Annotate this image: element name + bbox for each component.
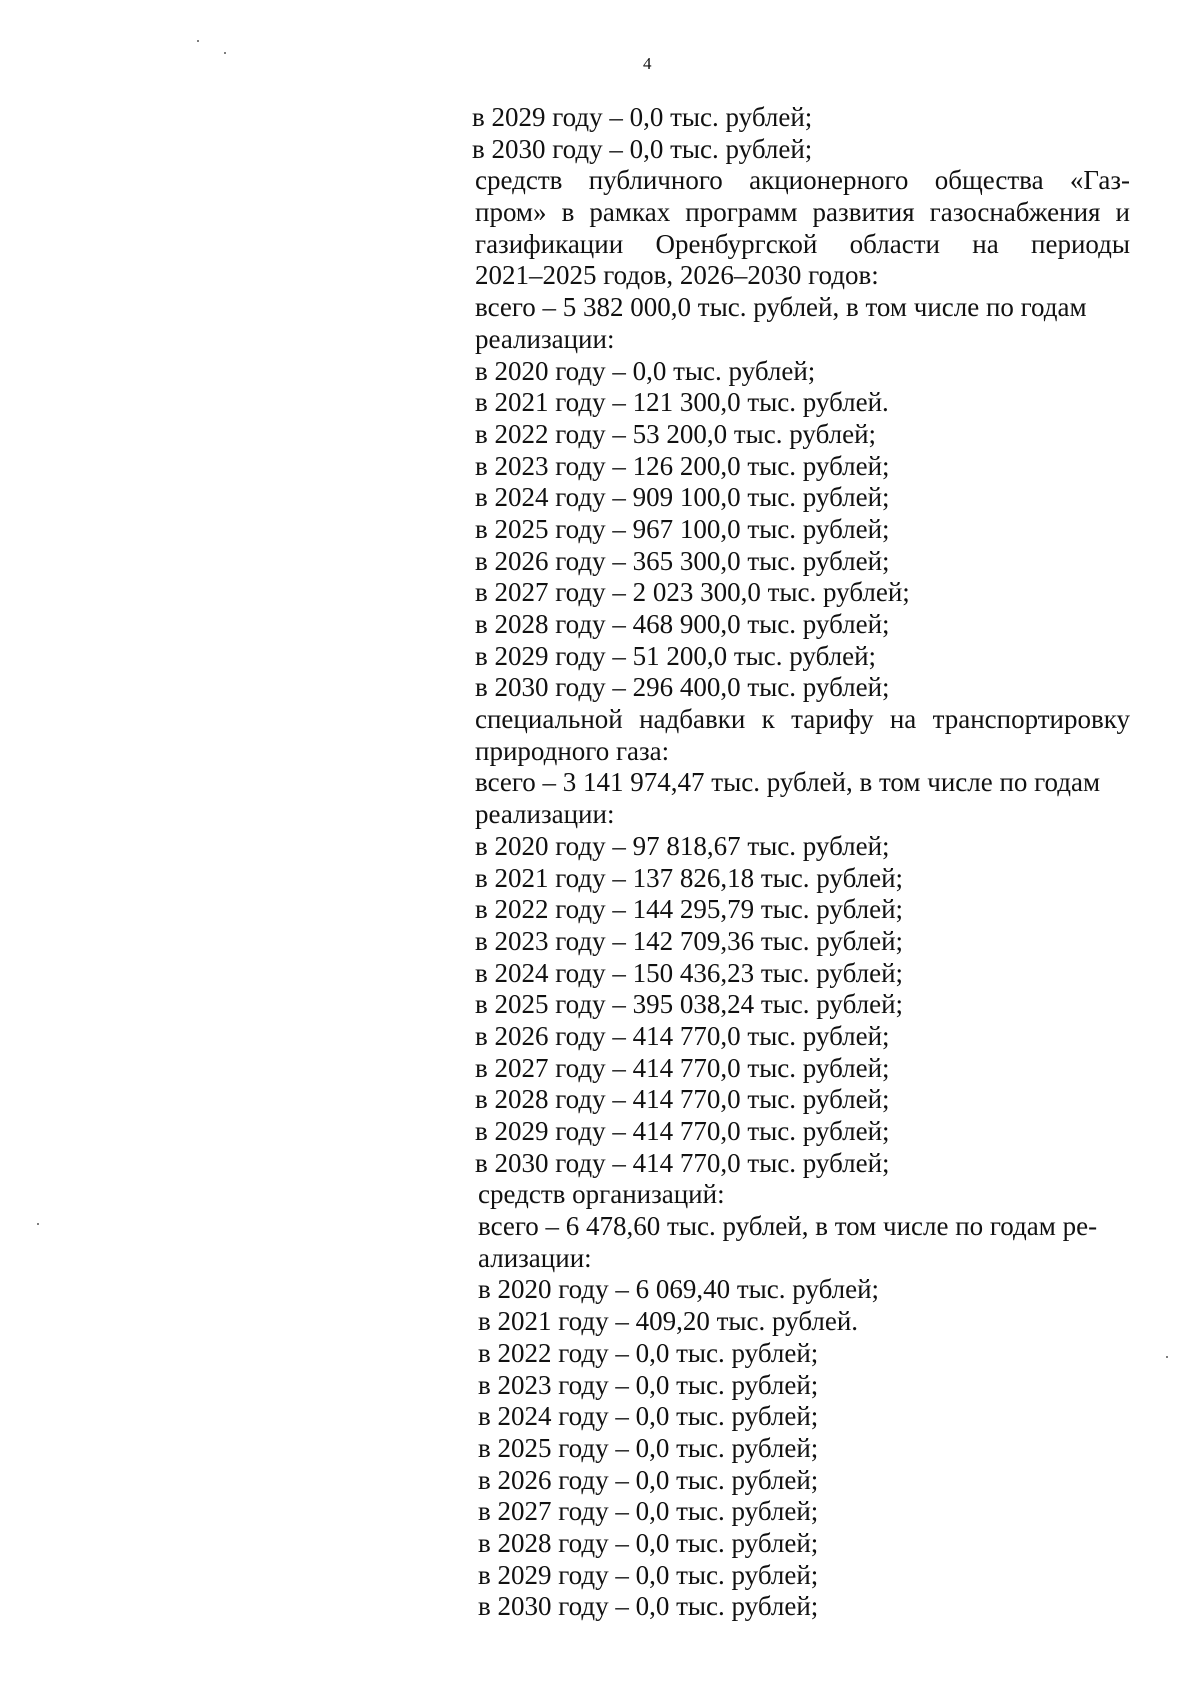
organizations-year-line: в 2025 году – 0,0 тыс. рублей; [478, 1432, 819, 1463]
surcharge-heading-line: природного газа: [475, 735, 670, 766]
organizations-year-line: в 2024 году – 0,0 тыс. рублей; [478, 1401, 819, 1432]
organizations-year-line: в 2028 году – 0,0 тыс. рублей; [478, 1527, 819, 1558]
organizations-year-line: в 2023 году – 0,0 тыс. рублей; [478, 1369, 819, 1400]
organizations-heading-line: средств организаций: [478, 1179, 725, 1210]
organizations-year-line: в 2026 году – 0,0 тыс. рублей; [478, 1464, 819, 1495]
gazprom-year-line: в 2029 году – 51 200,0 тыс. рублей; [475, 640, 877, 671]
gazprom-heading-line: пром» в рамках программ развития газоснабжения и [475, 197, 1130, 228]
gazprom-total-line: реализации: [475, 323, 615, 354]
gazprom-year-line: в 2025 году – 967 100,0 тыс. рублей; [475, 513, 890, 544]
organizations-year-line: в 2020 году – 6 069,40 тыс. рублей; [478, 1274, 880, 1305]
surcharge-year-line: в 2029 году – 414 770,0 тыс. рублей; [475, 1116, 890, 1146]
gazprom-heading-line: 2021–2025 годов, 2026–2030 годов: [475, 260, 879, 291]
surcharge-year-line: в 2027 году – 414 770,0 тыс. рублей; [475, 1052, 890, 1083]
gazprom-year-line: в 2020 году – 0,0 тыс. рублей; [475, 355, 816, 386]
gazprom-section [475, 165, 1132, 704]
scan-speck [224, 52, 226, 54]
gazprom-year-line: в 2023 году – 126 200,0 тыс. рублей; [475, 450, 890, 481]
scan-speck [37, 1223, 39, 1225]
organizations-year-line: в 2022 году – 0,0 тыс. рублей; [478, 1337, 819, 1368]
surcharge-total-line: всего – 3 141 974,47 тыс. рублей, в том числе по годам [475, 767, 1101, 798]
gazprom-heading-line: газификации Оренбургской области на периоды [475, 228, 1130, 259]
gazprom-year-line: в 2030 году – 296 400,0 тыс. рублей; [475, 672, 890, 703]
organizations-year-line: в 2021 году – 409,20 тыс. рублей. [478, 1306, 859, 1337]
organizations-section [478, 1179, 1132, 1623]
surcharge-total-line: реализации: [475, 799, 615, 830]
gazprom-year-line: в 2022 году – 53 200,0 тыс. рублей; [475, 418, 877, 449]
surcharge-section [475, 704, 1132, 1179]
scan-speck [197, 40, 199, 42]
organizations-year-line: в 2027 году – 0,0 тыс. рублей; [478, 1496, 819, 1527]
surcharge-year-line: в 2025 году – 395 038,24 тыс. рублей; [475, 989, 904, 1020]
organizations-year-line: в 2030 году – 0,0 тыс. рублей; [478, 1591, 819, 1622]
text-column [472, 102, 1132, 1623]
surcharge-year-line: в 2022 году – 144 295,79 тыс. рублей; [475, 894, 904, 925]
gazprom-total-line: всего – 5 382 000,0 тыс. рублей, в том числе по годам [475, 292, 1087, 323]
surcharge-year-line: в 2024 году – 150 436,23 тыс. рублей; [475, 957, 904, 988]
surcharge-year-line: в 2023 году – 142 709,36 тыс. рублей; [475, 925, 904, 956]
text-line: в 2029 году – 0,0 тыс. рублей; [472, 102, 813, 132]
text-line: в 2030 году – 0,0 тыс. рублей; [472, 133, 813, 164]
gazprom-year-line: в 2021 году – 121 300,0 тыс. рублей. [475, 387, 889, 418]
surcharge-year-line: в 2021 году – 137 826,18 тыс. рублей; [475, 862, 904, 893]
scan-speck [1166, 1356, 1168, 1358]
gazprom-year-line: в 2028 году – 468 900,0 тыс. рублей; [475, 609, 890, 639]
gazprom-year-line: в 2027 году – 2 023 300,0 тыс. рублей; [475, 577, 910, 608]
gazprom-year-line: в 2024 году – 909 100,0 тыс. рублей; [475, 482, 890, 513]
gazprom-year-line: в 2026 году – 365 300,0 тыс. рублей; [475, 545, 890, 576]
surcharge-year-line: в 2020 году – 97 818,67 тыс. рублей; [475, 830, 890, 861]
organizations-total-line: всего – 6 478,60 тыс. рублей, в том числе по годам ре- [478, 1211, 1098, 1242]
organizations-year-line: в 2029 году – 0,0 тыс. рублей; [478, 1559, 819, 1590]
surcharge-year-line: в 2026 году – 414 770,0 тыс. рублей; [475, 1020, 890, 1051]
block-a-years [472, 102, 1132, 165]
organizations-total-line: ализации: [478, 1242, 592, 1273]
page-number: 4 [643, 54, 652, 73]
surcharge-heading-line: специальной надбавки к тарифу на транспортировку [475, 704, 1130, 735]
gazprom-heading-line: средств публичного акционерного общества «Газ- [475, 165, 1130, 196]
surcharge-year-line: в 2028 году – 414 770,0 тыс. рублей; [475, 1084, 890, 1115]
surcharge-year-line: в 2030 году – 414 770,0 тыс. рублей; [475, 1147, 890, 1178]
